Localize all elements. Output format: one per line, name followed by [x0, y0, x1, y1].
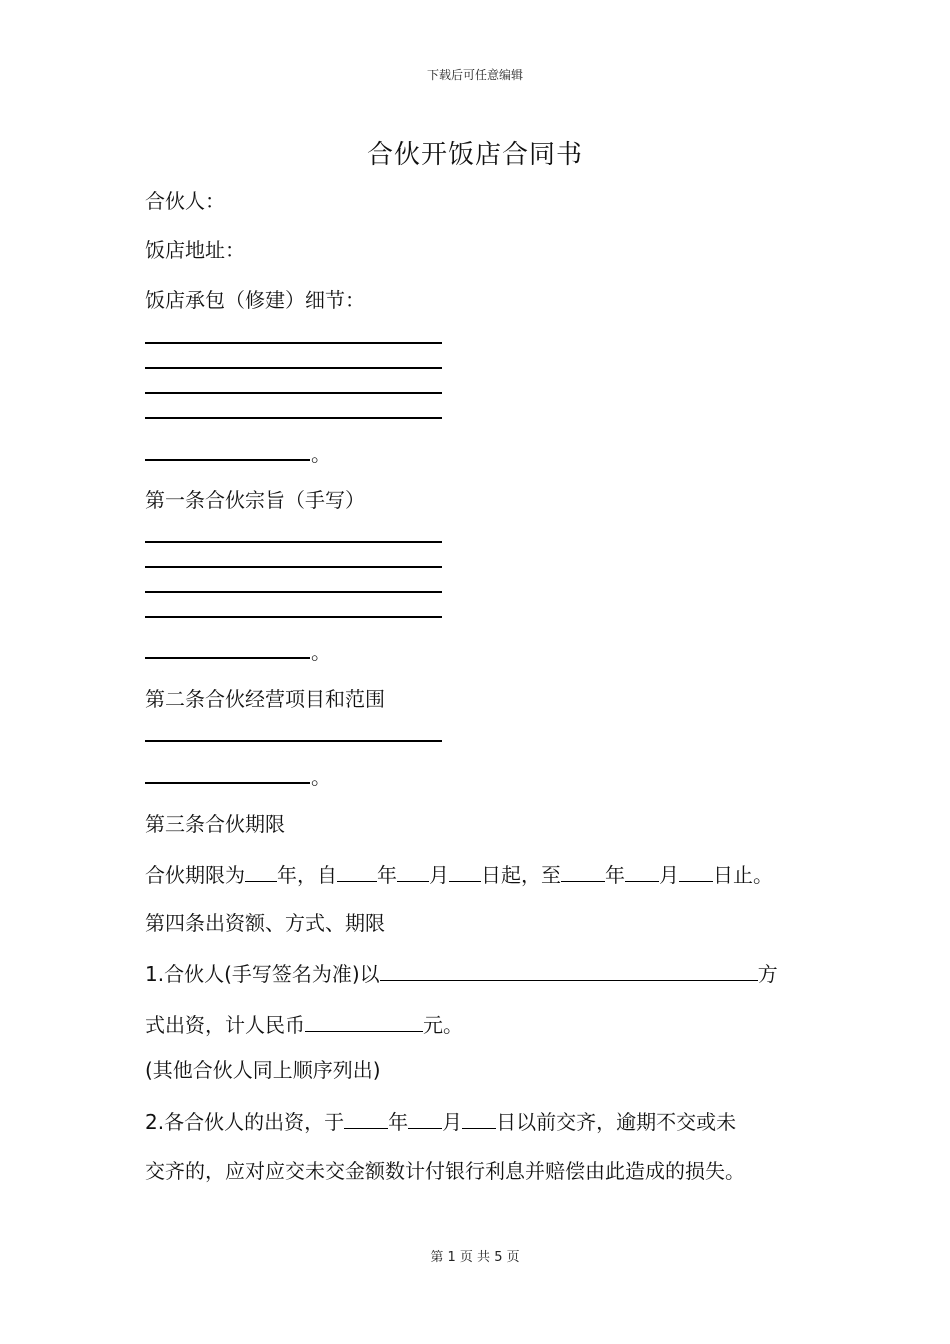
- article-4-heading: 第四条出资额、方式、期限: [145, 911, 385, 935]
- period-mark: 。: [311, 765, 331, 789]
- details-blank-line[interactable]: [145, 367, 442, 369]
- deadline-month-blank[interactable]: [408, 1106, 442, 1129]
- article-4-clause-1-line-2: [145, 1009, 463, 1039]
- start-year-blank[interactable]: [337, 859, 377, 882]
- clause-text: 式出资，计人民币: [145, 1013, 305, 1037]
- article-1-blank-line[interactable]: [145, 541, 442, 543]
- term-text: 年: [377, 863, 397, 887]
- article-1-blank-line[interactable]: [145, 616, 442, 618]
- clause-text: 元。: [423, 1013, 463, 1037]
- period-mark: 。: [311, 442, 331, 466]
- end-day-blank[interactable]: [679, 859, 713, 882]
- start-day-blank[interactable]: [449, 859, 481, 882]
- clause-text: 年: [388, 1110, 409, 1134]
- clause-text: 日以前交齐，逾期不交或未: [496, 1110, 737, 1134]
- details-blank-line[interactable]: [145, 417, 442, 419]
- article-1-blank-line[interactable]: [145, 566, 442, 568]
- article-1-heading: 第一条合伙宗旨（手写）: [145, 488, 365, 512]
- details-blank-line-short[interactable]: [145, 459, 310, 461]
- page-footer: 第 1 页 共 5 页: [430, 1250, 520, 1265]
- clause-text: 月: [442, 1110, 463, 1134]
- field-partner: 合伙人：: [145, 189, 225, 213]
- article-2-blank-line-short[interactable]: [145, 782, 310, 784]
- article-2-heading: 第二条合伙经营项目和范围: [145, 687, 385, 711]
- details-blank-line[interactable]: [145, 342, 442, 344]
- contribution-amount-blank[interactable]: [305, 1009, 423, 1032]
- period-mark: 。: [311, 640, 331, 664]
- article-1-blank-line[interactable]: [145, 591, 442, 593]
- article-2-blank-line[interactable]: [145, 740, 442, 742]
- clause-text: 方: [757, 962, 778, 986]
- clause-text: 1.合伙人(手写签名为准)以: [145, 962, 380, 986]
- deadline-day-blank[interactable]: [462, 1106, 496, 1129]
- term-text: 月: [659, 863, 679, 887]
- field-restaurant-address: 饭店地址：: [145, 238, 245, 262]
- article-1-blank-line-short[interactable]: [145, 657, 310, 659]
- article-3-heading: 第三条合伙期限: [145, 812, 285, 836]
- term-text: 年，自: [277, 863, 337, 887]
- deadline-year-blank[interactable]: [344, 1106, 388, 1129]
- details-blank-line[interactable]: [145, 392, 442, 394]
- end-month-blank[interactable]: [625, 859, 659, 882]
- term-text: 年: [605, 863, 625, 887]
- article-4-note: (其他合伙人同上顺序列出): [145, 1058, 381, 1082]
- term-years-blank[interactable]: [245, 859, 277, 882]
- contribution-method-blank[interactable]: [380, 958, 758, 981]
- field-contract-details: 饭店承包（修建）细节：: [145, 288, 365, 312]
- document-title: 合伙开饭店合同书: [366, 140, 583, 170]
- start-month-blank[interactable]: [397, 859, 429, 882]
- page-header-note: 下载后可任意编辑: [426, 68, 523, 82]
- article-4-clause-1-line-1: [145, 958, 778, 988]
- article-4-clause-2-line-1: [145, 1106, 736, 1136]
- term-text: 合伙期限为: [145, 863, 245, 887]
- clause-text: 2.各合伙人的出资，于: [145, 1110, 345, 1134]
- term-text: 日止。: [713, 863, 773, 887]
- end-year-blank[interactable]: [561, 859, 605, 882]
- term-text: 日起，至: [481, 863, 561, 887]
- article-3-term-line: [145, 859, 773, 889]
- article-4-clause-2-line-2: 交齐的，应对应交未交金额数计付银行利息并赔偿由此造成的损失。: [145, 1159, 745, 1183]
- term-text: 月: [429, 863, 449, 887]
